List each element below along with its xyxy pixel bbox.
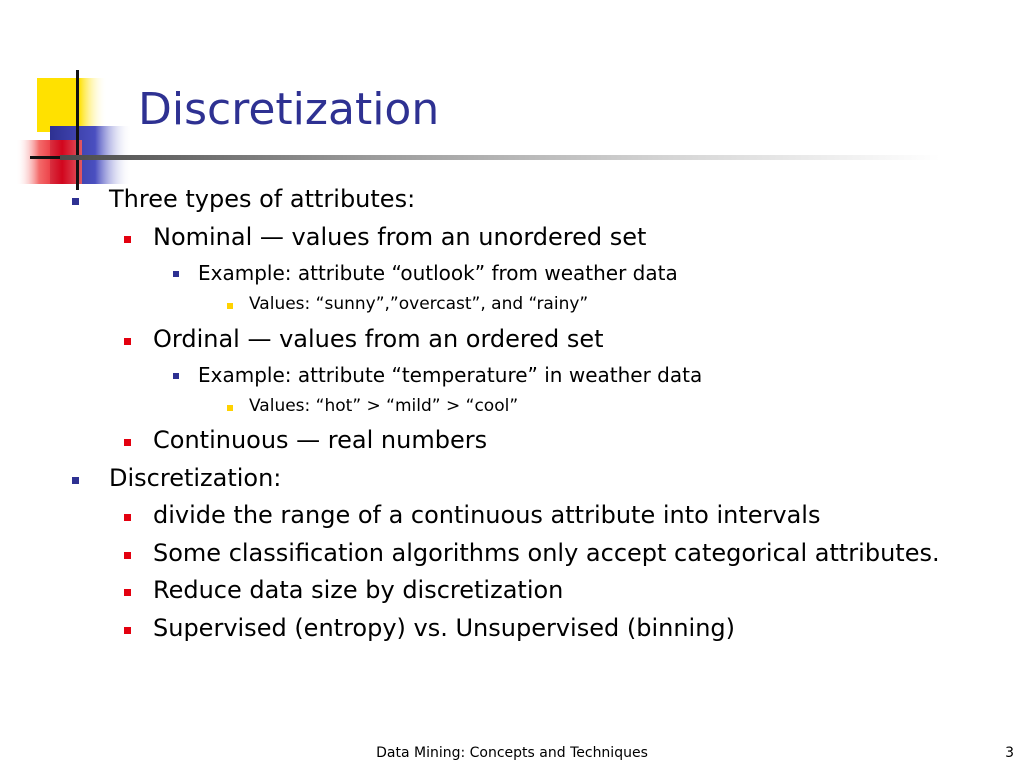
decorative-logo — [0, 0, 140, 200]
bullet-marker-l2 — [124, 338, 131, 345]
bullet-marker-l4 — [227, 303, 233, 309]
bullet-text: Continuous — real numbers — [153, 426, 488, 454]
bullet-text: divide the range of a continuous attribute into intervals — [153, 501, 821, 529]
bullet-text: Values: “sunny”,”overcast”, and “rainy” — [249, 294, 589, 314]
bullet-marker-l3 — [173, 373, 179, 379]
bullet-text: Some classification algorithms only accept categorical attributes. — [153, 539, 940, 567]
slide-footer: Data Mining: Concepts and Techniques — [376, 745, 648, 761]
bullet-text: Nominal — values from an unordered set — [153, 223, 647, 251]
bullet-marker-l2 — [124, 514, 131, 521]
bullet-marker-l1 — [72, 477, 79, 484]
bullet-marker-l2 — [124, 439, 131, 446]
bullet-text: Three types of attributes: — [109, 185, 416, 213]
bullet-marker-l3 — [173, 271, 179, 277]
bullet-marker-l2 — [124, 627, 131, 634]
slide-page-number: 3 — [1005, 745, 1014, 761]
bullet-text: Values: “hot” > “mild” > “cool” — [249, 396, 519, 416]
bullet-text: Example: attribute “temperature” in weather data — [198, 363, 703, 387]
slide-title: Discretization — [138, 84, 440, 135]
title-divider — [60, 155, 940, 160]
bullet-text: Ordinal — values from an ordered set — [153, 325, 604, 353]
bullet-text: Reduce data size by discretization — [153, 576, 564, 604]
bullet-text: Discretization: — [109, 464, 282, 492]
bullet-marker-l4 — [227, 405, 233, 411]
bullet-marker-l2 — [124, 236, 131, 243]
bullet-text: Example: attribute “outlook” from weather data — [198, 261, 678, 285]
bullet-marker-l2 — [124, 589, 131, 596]
bullet-text: Supervised (entropy) vs. Unsupervised (binning) — [153, 614, 736, 642]
bullet-marker-l1 — [72, 198, 79, 205]
bullet-marker-l2 — [124, 552, 131, 559]
